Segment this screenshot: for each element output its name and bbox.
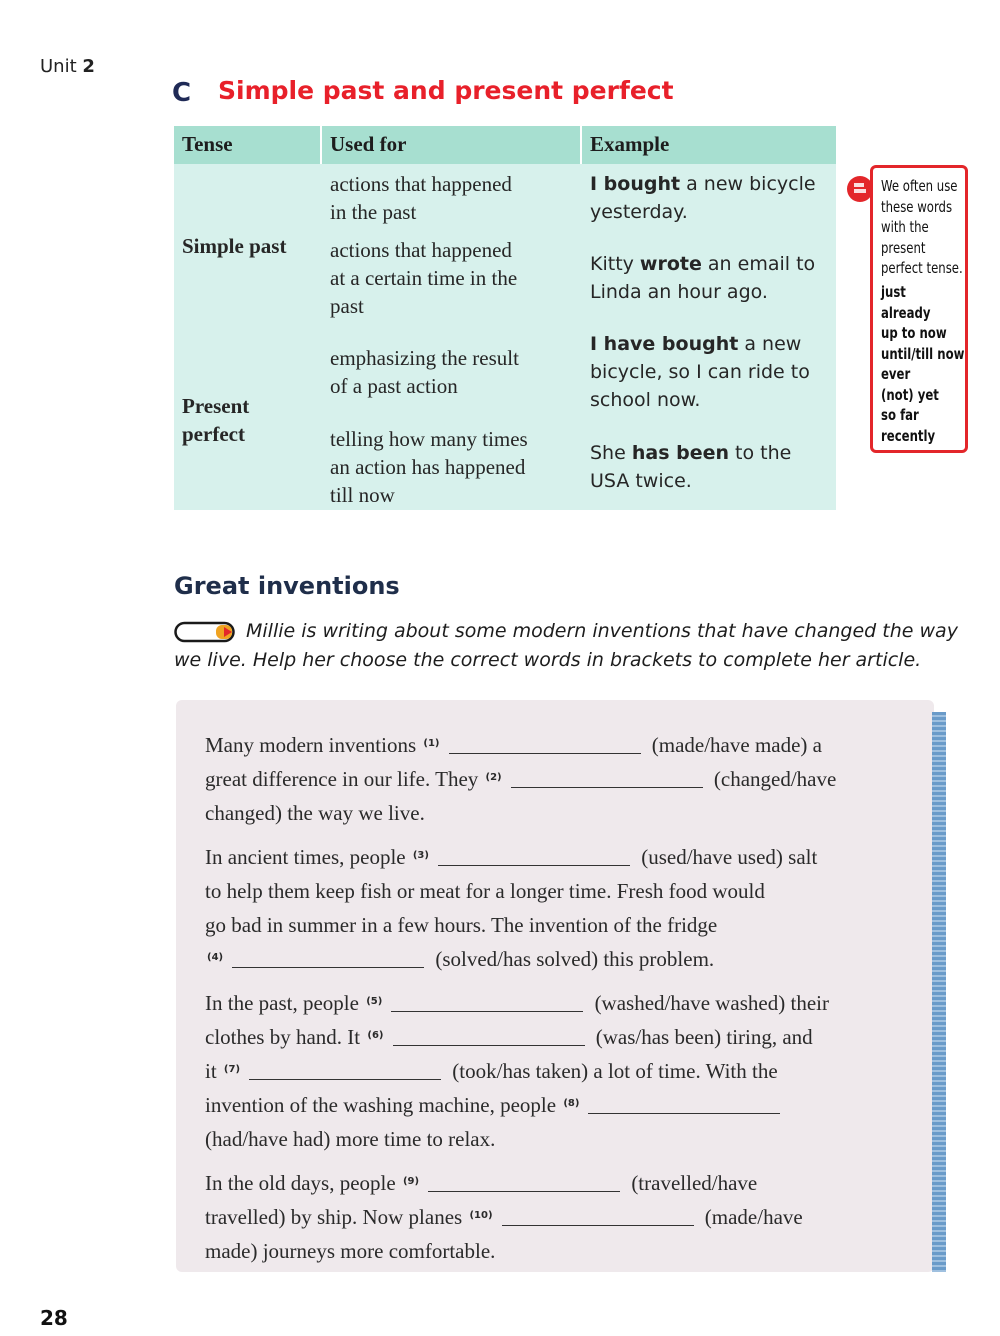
column-divider [320, 126, 322, 164]
article-text: it [205, 1059, 217, 1083]
answer-blank-6[interactable] [393, 1045, 585, 1046]
note-word: recently [881, 426, 936, 445]
answer-blank-9[interactable] [428, 1191, 620, 1192]
article-line [205, 947, 714, 972]
article-line: made) journeys more comfortable. [205, 1239, 496, 1263]
article-line: (had/have had) more time to relax. [205, 1127, 496, 1151]
article-line [205, 733, 822, 758]
note-box [870, 165, 968, 453]
note-intro-line: perfect tense. [881, 259, 963, 277]
use-simple-past-1 [330, 170, 512, 226]
use-line: till now [330, 483, 395, 507]
article-edge-stripe [932, 712, 946, 1272]
example-line: USA twice. [590, 470, 692, 492]
use-line: telling how many times [330, 427, 528, 451]
example-line [590, 170, 816, 198]
article-line [205, 1205, 803, 1230]
blank-number: (9) [402, 1176, 420, 1187]
example-text: to the [729, 442, 792, 464]
note-word: until/till now [881, 344, 965, 363]
example-line: Linda an hour ago. [590, 281, 768, 303]
use-line: actions that happened [330, 238, 512, 262]
example-line: school now. [590, 389, 701, 411]
article-text: (changed/have [713, 767, 837, 791]
section-letter: C [172, 78, 192, 108]
example-bold: I bought [590, 173, 681, 195]
blank-number: (7) [223, 1064, 241, 1075]
article-text: travelled) by ship. Now planes [205, 1205, 463, 1229]
table-header-row [174, 126, 836, 164]
example-simple-past-1 [590, 170, 816, 226]
article-text: clothes by hand. It [205, 1025, 361, 1049]
article-line [205, 1093, 786, 1118]
header-tense: Tense [182, 132, 233, 156]
example-text: a new [738, 333, 802, 355]
answer-blank-5[interactable] [391, 1011, 583, 1012]
blank-number: (6) [367, 1030, 384, 1041]
article-line [205, 1025, 813, 1050]
example-line: yesterday. [590, 201, 688, 223]
article-line [205, 845, 817, 870]
blank-number: (5) [366, 996, 383, 1007]
article-line: go bad in summer in a few hours. The invention of the fridge [205, 913, 718, 937]
article-line: changed) the way we live. [205, 801, 425, 825]
article-text: (used/have used) salt [641, 845, 818, 869]
use-simple-past-2 [330, 236, 517, 320]
tense-line: Present [182, 394, 250, 418]
tense-present-perfect [182, 392, 249, 448]
blank-number: (8) [563, 1098, 580, 1109]
header-example: Example [590, 132, 670, 156]
article-text: Many modern inventions [205, 733, 417, 757]
article-text: In the past, people [205, 991, 359, 1015]
instruction-line: we live. Help her choose the correct words in brackets to complete her article. [174, 649, 922, 671]
example-line [590, 250, 815, 278]
note-intro-line: present [881, 238, 926, 257]
note-word: up to now [881, 324, 947, 342]
example-present-perfect-1 [590, 330, 810, 414]
use-line: an action has happened [330, 455, 526, 479]
article-text: (was/has been) tiring, and [595, 1025, 813, 1049]
use-line: in the past [330, 200, 417, 224]
example-text: an email to [701, 253, 816, 275]
note-intro-line: these words [881, 197, 953, 216]
article-text: (made/have made) a [651, 733, 822, 757]
article-text: (solved/has solved) this problem. [435, 947, 715, 971]
answer-blank-2[interactable] [511, 787, 703, 788]
blank-number: (3) [412, 850, 429, 861]
use-line: actions that happened [330, 172, 512, 196]
article-text: (washed/have washed) their [594, 991, 829, 1015]
instruction-line: Millie is writing about some modern inventions that have changed the way [246, 620, 958, 642]
answer-blank-3[interactable] [438, 865, 630, 866]
unit-word: Unit [40, 56, 77, 77]
tense-line: perfect [182, 422, 245, 446]
use-line: at a certain time in the [330, 266, 518, 290]
example-bold: I have bought [590, 333, 739, 355]
example-text: a new bicycle [680, 173, 816, 195]
use-present-perfect-2 [330, 425, 528, 509]
article-line [205, 991, 829, 1016]
article-text: (travelled/have [631, 1171, 758, 1195]
note-word: just [881, 283, 906, 301]
example-line [590, 439, 791, 467]
article-text: In the old days, people [205, 1171, 396, 1195]
blank-number: (1) [423, 738, 440, 749]
article-text: great difference in our life. They [205, 767, 479, 791]
answer-blank-1[interactable] [449, 753, 641, 754]
example-text: Kitty [590, 253, 640, 275]
example-bold: has been [631, 442, 730, 464]
note-word: already [881, 303, 931, 322]
blank-number: (2) [485, 772, 502, 783]
use-line: emphasizing the result [330, 346, 519, 370]
grammar-table [174, 126, 836, 510]
answer-blank-8[interactable] [588, 1113, 780, 1114]
use-line: of a past action [330, 374, 458, 398]
example-simple-past-2 [590, 250, 815, 306]
unit-number: 2 [82, 56, 95, 77]
section-title: Simple past and present perfect [218, 76, 674, 105]
inventions-title: Great inventions [174, 572, 400, 600]
note-word: (not) yet [881, 385, 939, 404]
example-text: She [590, 442, 632, 464]
use-line: past [330, 294, 364, 318]
article-line [205, 1059, 778, 1084]
article-text: In ancient times, people [205, 845, 406, 869]
unit-label [40, 56, 95, 77]
note-word: so far [881, 406, 919, 424]
use-present-perfect-1 [330, 344, 519, 400]
header-used-for: Used for [330, 132, 407, 156]
article-text: (made/have [704, 1205, 803, 1229]
article-text: invention of the washing machine, people [205, 1093, 557, 1117]
blank-number: (10) [469, 1210, 493, 1221]
article-line [205, 1171, 757, 1196]
answer-blank-10[interactable] [502, 1225, 694, 1226]
answer-blank-7[interactable] [249, 1079, 441, 1080]
page-number: 28 [40, 1306, 68, 1330]
note-intro-line: We often use [881, 177, 958, 195]
answer-blank-4[interactable] [232, 967, 424, 968]
column-divider [580, 126, 582, 164]
example-line [590, 330, 810, 358]
article-line [205, 767, 836, 792]
article-text: (took/has taken) a lot of time. With the [452, 1059, 778, 1083]
blank-number: (4) [207, 952, 224, 963]
tense-simple-past: Simple past [182, 234, 287, 258]
example-bold: wrote [639, 253, 702, 275]
article-line: to help them keep fish or meat for a longer time. Fresh food would [205, 879, 765, 903]
note-intro-line: with the [881, 218, 929, 236]
note-word: ever [881, 365, 911, 383]
example-line: bicycle, so I can ride to [590, 361, 810, 383]
audio-play-icon[interactable] [174, 620, 238, 644]
example-present-perfect-2 [590, 439, 791, 495]
